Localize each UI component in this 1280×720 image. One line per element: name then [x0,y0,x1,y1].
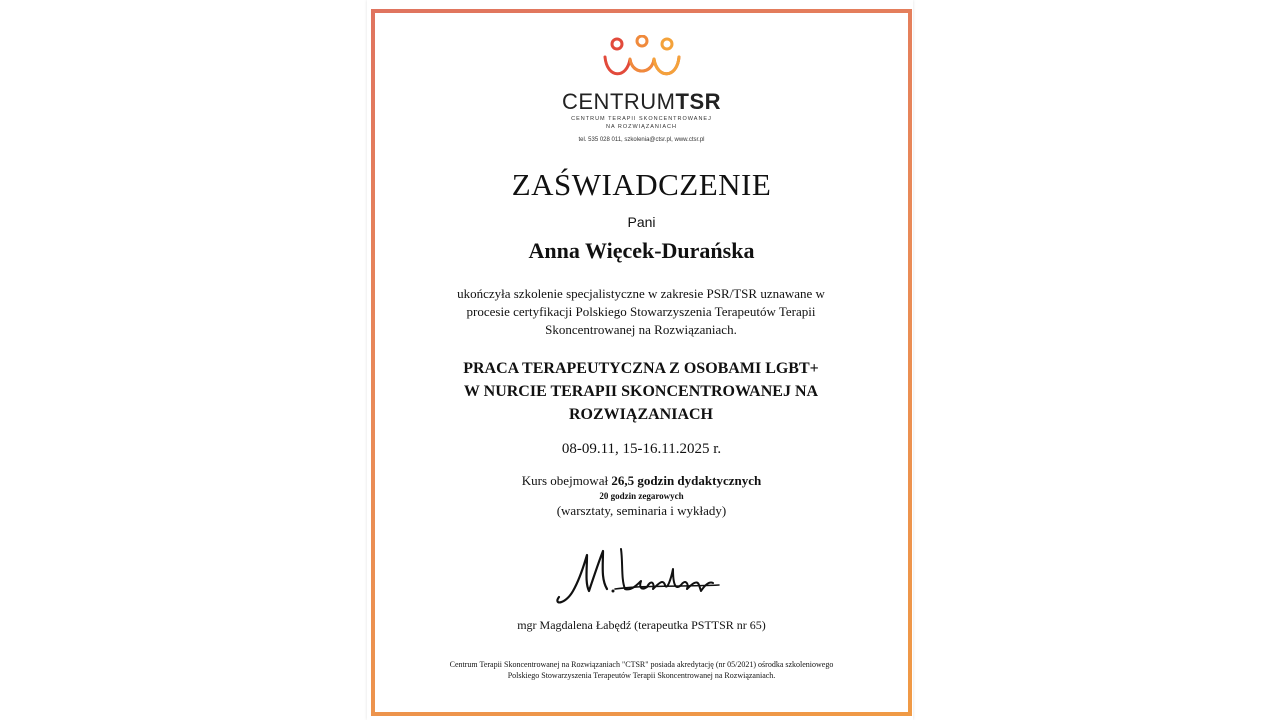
hours-value: 26,5 godzin dydaktycznych [611,473,762,488]
certificate-title: ZAŚWIADCZENIE [511,167,772,202]
course-title [411,357,871,426]
salutation: Pani [627,214,656,230]
course-dates: 08-09.11, 15-16.11.2025 r. [561,441,722,457]
footer-line: Polskiego Stowarzyszenia Terapeutów Terapii Skoncentrowanej na Rozwiązaniach. [507,671,776,680]
three-people-logo-icon [602,35,682,85]
course-title-line: PRACA TERAPEUTYCZNA Z OSOBAMI LGBT+ [463,360,819,377]
handwritten-signature [551,539,731,611]
course-hours [371,472,912,489]
description-line: Skoncentrowanej na Rozwiązaniach. [545,322,737,337]
centrum-tsr-logo [371,35,912,151]
course-title-line: ROZWIĄZANIACH [568,406,713,423]
logo-contact: tel. 535 028 011, szkolenia@ctsr.pl, www.ctsr.pl [578,137,705,143]
description-line: procesie certyfikacji Polskiego Stowarzyszenia Terapeutów Terapii [466,304,816,319]
logo-subtitle-line2: NA ROZWIĄZANIACH [605,124,677,130]
logo-wordmark [371,89,912,115]
logo-word-light: CENTRUM [562,89,676,114]
logo-word-bold: TSR [675,89,721,114]
hours-prefix: Kurs obejmował [521,473,612,488]
logo-subtitle-line1: CENTRUM TERAPII SKONCENTROWANEJ [571,116,712,122]
signer-name: mgr Magdalena Łabędź (terapeutka PSTTSR nr 65) [517,618,766,632]
certificate-description [421,285,861,339]
certificate-content [371,9,912,716]
recipient-name: Anna Więcek-Durańska [528,238,755,263]
course-title-line: W NURCIE TERAPII SKONCENTROWANEJ NA [463,383,819,400]
footer-line: Centrum Terapii Skoncentrowanej na Rozwiązaniach "CTSR" posiada akredytację (nr 05/2021) ośrodka szkoleniowego [449,660,834,669]
accreditation-footer [401,659,882,681]
description-line: ukończyła szkolenie specjalistyczne w zakresie PSR/TSR uznawane w [457,286,825,301]
course-forms: (warsztaty, seminaria i wykłady) [556,503,727,518]
clock-hours: 20 godzin zegarowych [599,491,684,501]
